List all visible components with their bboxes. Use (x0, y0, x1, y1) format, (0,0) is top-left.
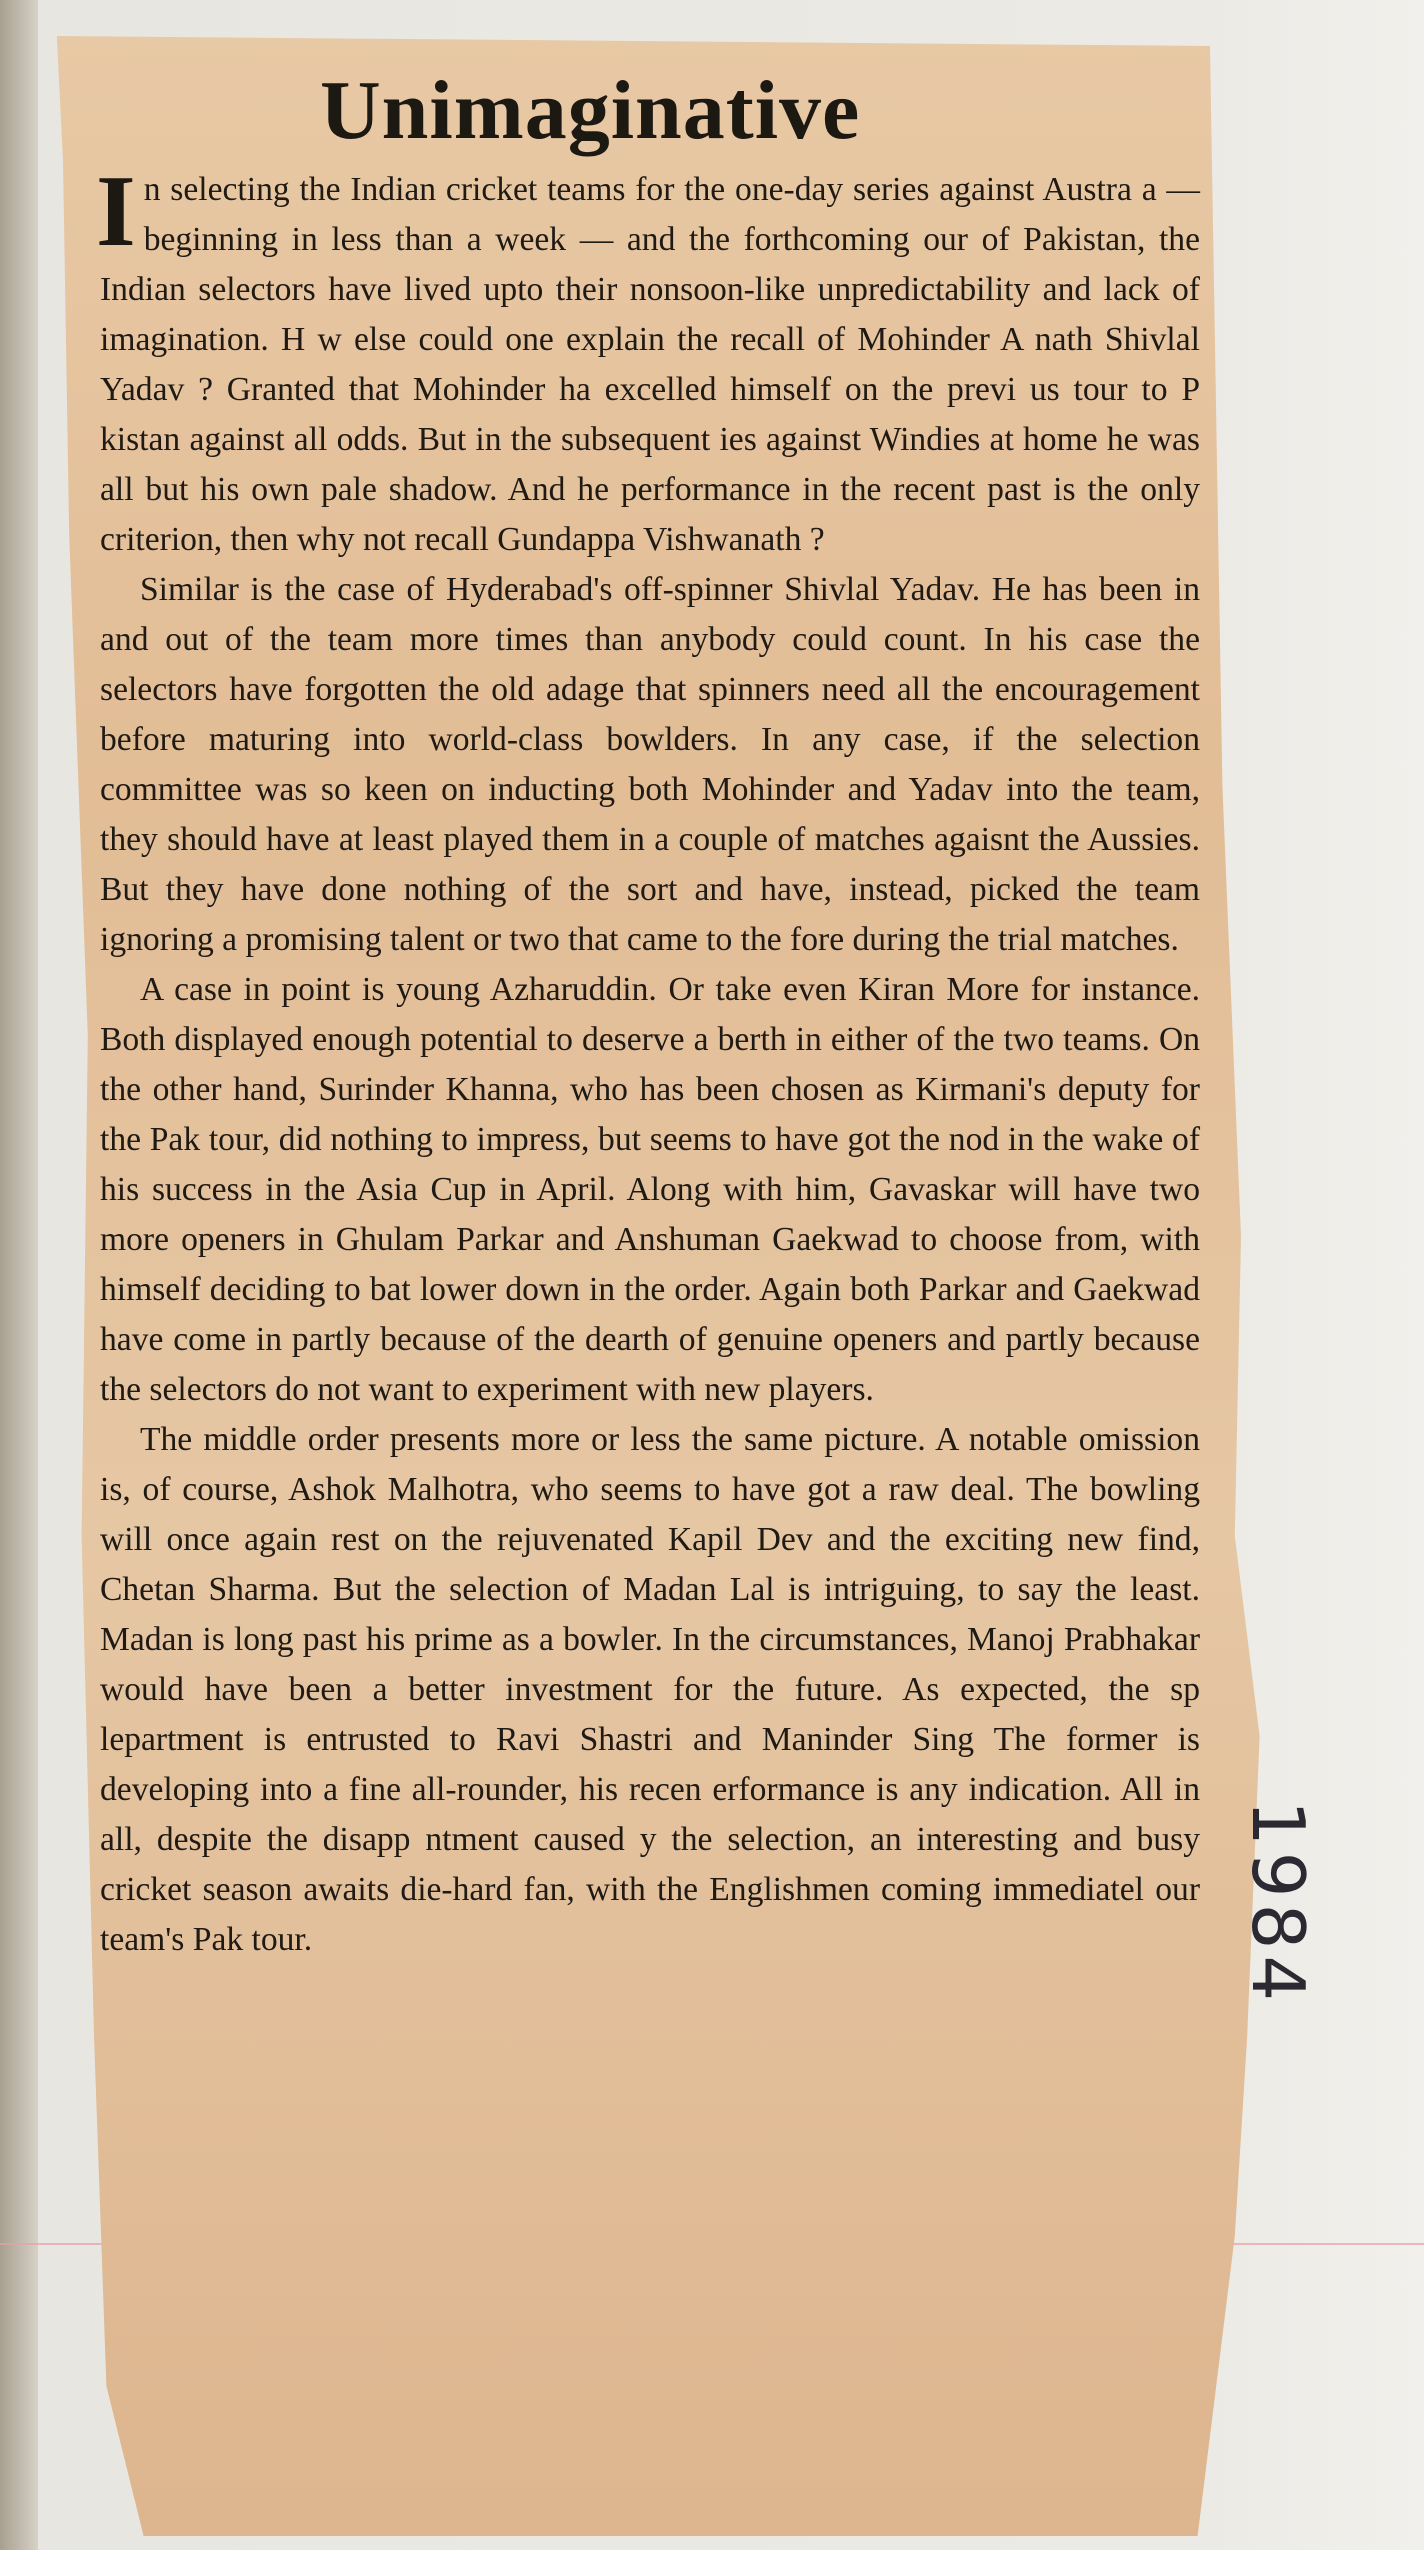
binding-strip (0, 0, 38, 2550)
article-paragraph-3: A case in point is young Azharuddin. Or take even Kiran More for instance. Both displayed enough potential to deserve a berth in either of the two teams. On the other hand, Surinder Khanna, who has been chosen as Kirmani's deputy for the Pak tour, did nothing to impress, but seems to have got the nod in the wake of his success in the Asia Cup in April. Along with him, Gavaskar will have two more openers in Ghulam Parkar and Anshuman Gaekwad to choose from, with himself deciding to bat lower down in the order. Again both Parkar and Gaekwad have come in partly because of the dearth of genuine openers and partly because the selectors do not want to experiment with new players. (100, 971, 1200, 1408)
paragraph-text: n selecting the Indian cricket teams for the one-day series against Austra a — beginning in less than a week — and the forthcoming our of Pakistan, the Indian selectors have lived upto their nonsoon-like unpredictability and lack of imagination. H w else could one explain the recall of Mohinder A nath Shivlal Yadav ? Granted that Mohinder ha excelled himself on the previ us tour to P kistan against all odds. But in the subsequent ies against Windies at home he was all but his own pale shadow. And he performance in the recent past is the only criterion, then why not recall Gundappa Vishwanath ? (100, 171, 1200, 558)
article-body (96, 155, 1200, 1965)
handwritten-year: 1984 (1236, 1800, 1320, 2008)
drop-cap: I (96, 155, 136, 268)
article-headline: Unimaginative (320, 64, 861, 157)
article-paragraph-1 (96, 155, 1200, 565)
article-paragraph-4: The middle order presents more or less the same picture. A notable omission is, of course, Ashok Malhotra, who seems to have got a raw deal. The bowling will once again rest on the rejuvenated Kapil Dev and the exciting new find, Chetan Sharma. But the selection of Madan Lal is intriguing, to say the least. Madan is long past his prime as a bowler. In the circumstances, Manoj Prabhakar would have been a better investment for the future. As expected, the sp lepartment is entrusted to Ravi Shastri and Maninder Sing The former is developing into a fine all-rounder, his recen erformance is any indication. All in all, despite the disapp ntment caused y the selection, an interesting and busy cricket season awaits die-hard fan, with the Englishmen coming immediatel our team's Pak tour. (100, 1421, 1200, 1958)
article-paragraph-2: Similar is the case of Hyderabad's off-spinner Shivlal Yadav. He has been in and out of the team more times than anybody could count. In his case the selectors have forgotten the old adage that spinners need all the encouragement before maturing into world-class bowlders. In any case, if the selection committee was so keen on inducting both Mohinder and Yadav into the team, they should have at least played them in a couple of matches agaisnt the Aussies. But they have done nothing of the sort and have, instead, picked the team ignoring a promising talent or two that came to the fore during the trial matches. (100, 571, 1200, 958)
